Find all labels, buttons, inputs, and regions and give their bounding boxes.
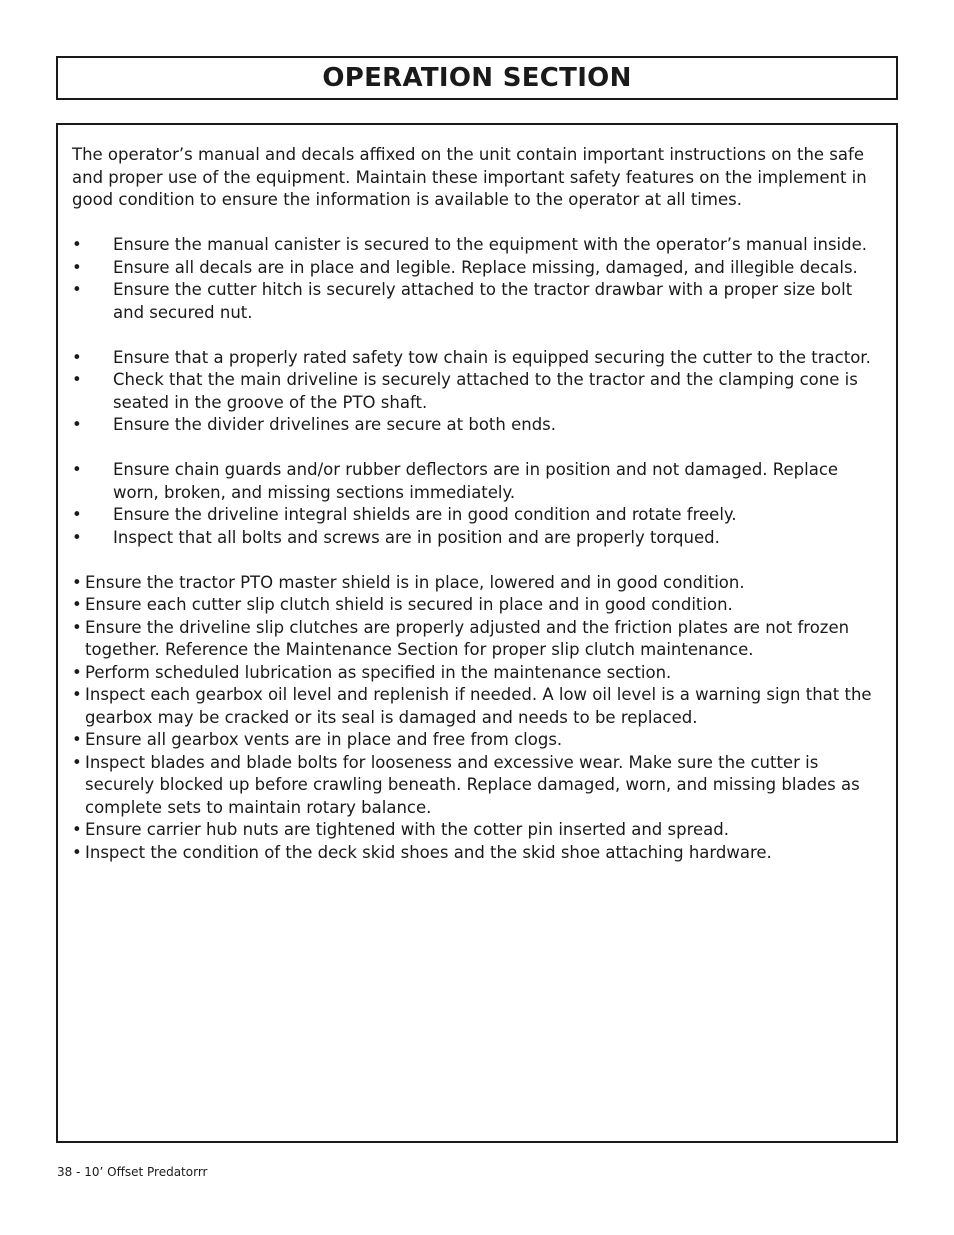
list-item [72, 617, 872, 662]
list-item [72, 572, 872, 595]
list-item-text: Ensure the driveline integral shields are in good condition and rotate freely. [113, 505, 737, 524]
list-item-text: Inspect blades and blade bolts for looseness and excessive wear. Make sure the cutter is securely blocked up before crawling beneath. Replace damaged, worn, and missing blades as complete sets to maintain rotary balance. [85, 752, 860, 817]
list-item-text: Ensure the tractor PTO master shield is in place, lowered and in good condition. [85, 572, 745, 592]
list-item-text: Ensure all gearbox vents are in place and free from clogs. [85, 730, 563, 749]
bullet-marker: • [72, 685, 82, 704]
list-item-text: Ensure the divider drivelines are secure at both ends. [113, 415, 557, 434]
bullet-group-1 [72, 234, 872, 324]
list-item [72, 684, 872, 729]
section-title-box [56, 56, 898, 100]
list-item-text: Check that the main driveline is securely attached to the tractor and the clamping cone is seated in the groove of the PTO shaft. [113, 370, 858, 412]
bullet-group-3 [72, 459, 872, 549]
list-item-text: Ensure the driveline slip clutches are properly adjusted and the friction plates are not frozen together. Reference the Maintenance Section for proper slip clutch maintenance. [85, 617, 850, 659]
list-item-text: Perform scheduled lubrication as specified in the maintenance section. [85, 662, 672, 682]
list-item [72, 504, 872, 527]
list-item [72, 752, 872, 820]
list-item [72, 662, 872, 685]
list-item [72, 729, 872, 752]
bullet-marker: • [72, 842, 82, 862]
page-footer: 38 - 10’ Offset Predatorrr [57, 1165, 208, 1179]
list-item-text: Ensure the manual canister is secured to the equipment with the operator’s manual inside. [113, 235, 868, 254]
list-item [72, 459, 872, 504]
bullet-marker: • [72, 460, 82, 479]
list-item-text: Inspect each gearbox oil level and replenish if needed. A low oil level is a warning sign that the gearbox may be cracked or its seal is damaged and needs to be replaced. [85, 685, 872, 727]
list-item-text: Inspect the condition of the deck skid shoes and the skid shoe attaching hardware. [85, 842, 772, 862]
list-item [72, 842, 872, 865]
list-item-text: Ensure the cutter hitch is securely attached to the tractor drawbar with a proper size bolt and secured nut. [113, 280, 853, 322]
list-item [72, 819, 872, 842]
list-item-text: Ensure all decals are in place and legible. Replace missing, damaged, and illegible decals. [113, 257, 858, 277]
bullet-marker: • [72, 730, 82, 749]
bullet-marker: • [72, 235, 82, 254]
list-item [72, 347, 872, 370]
bullet-marker: • [72, 572, 82, 592]
list-item [72, 369, 872, 414]
list-item-text: Ensure each cutter slip clutch shield is secured in place and in good condition. [85, 595, 733, 614]
content [72, 144, 872, 887]
bullet-marker: • [72, 820, 82, 839]
bullet-marker: • [72, 595, 82, 614]
list-item-text: Inspect that all bolts and screws are in position and are properly torqued. [113, 527, 720, 547]
bullet-marker: • [72, 280, 82, 299]
bullet-marker: • [72, 617, 82, 637]
list-item [72, 257, 872, 280]
bullet-marker: • [72, 370, 82, 389]
bullet-marker: • [72, 415, 82, 434]
bullet-marker: • [72, 527, 82, 547]
list-item [72, 527, 872, 550]
bullet-marker: • [72, 347, 82, 367]
list-item-text: Ensure carrier hub nuts are tightened with the cotter pin inserted and spread. [85, 820, 729, 839]
list-item-text: Ensure that a properly rated safety tow chain is equipped securing the cutter to the tractor. [113, 347, 871, 367]
bullet-marker: • [72, 752, 82, 772]
page-title: OPERATION SECTION [322, 63, 632, 93]
list-item [72, 414, 872, 437]
intro-paragraph: The operator’s manual and decals affixed on the unit contain important instructions on the safe and proper use of the equipment. Maintain these important safety features on the implement in good condition to ensure the information is available to the operator at all times. [72, 145, 867, 209]
list-item [72, 279, 872, 324]
bullet-group-2 [72, 347, 872, 437]
list-item-text: Ensure chain guards and/or rubber deflectors are in position and not damaged. Replace worn, broken, and missing sections immediately. [113, 460, 839, 502]
bullet-marker: • [72, 505, 82, 524]
list-item [72, 594, 872, 617]
bullet-marker: • [72, 662, 82, 682]
content-box [56, 123, 898, 1143]
bullet-group-4 [72, 572, 872, 865]
list-item [72, 234, 872, 257]
bullet-marker: • [72, 257, 82, 277]
